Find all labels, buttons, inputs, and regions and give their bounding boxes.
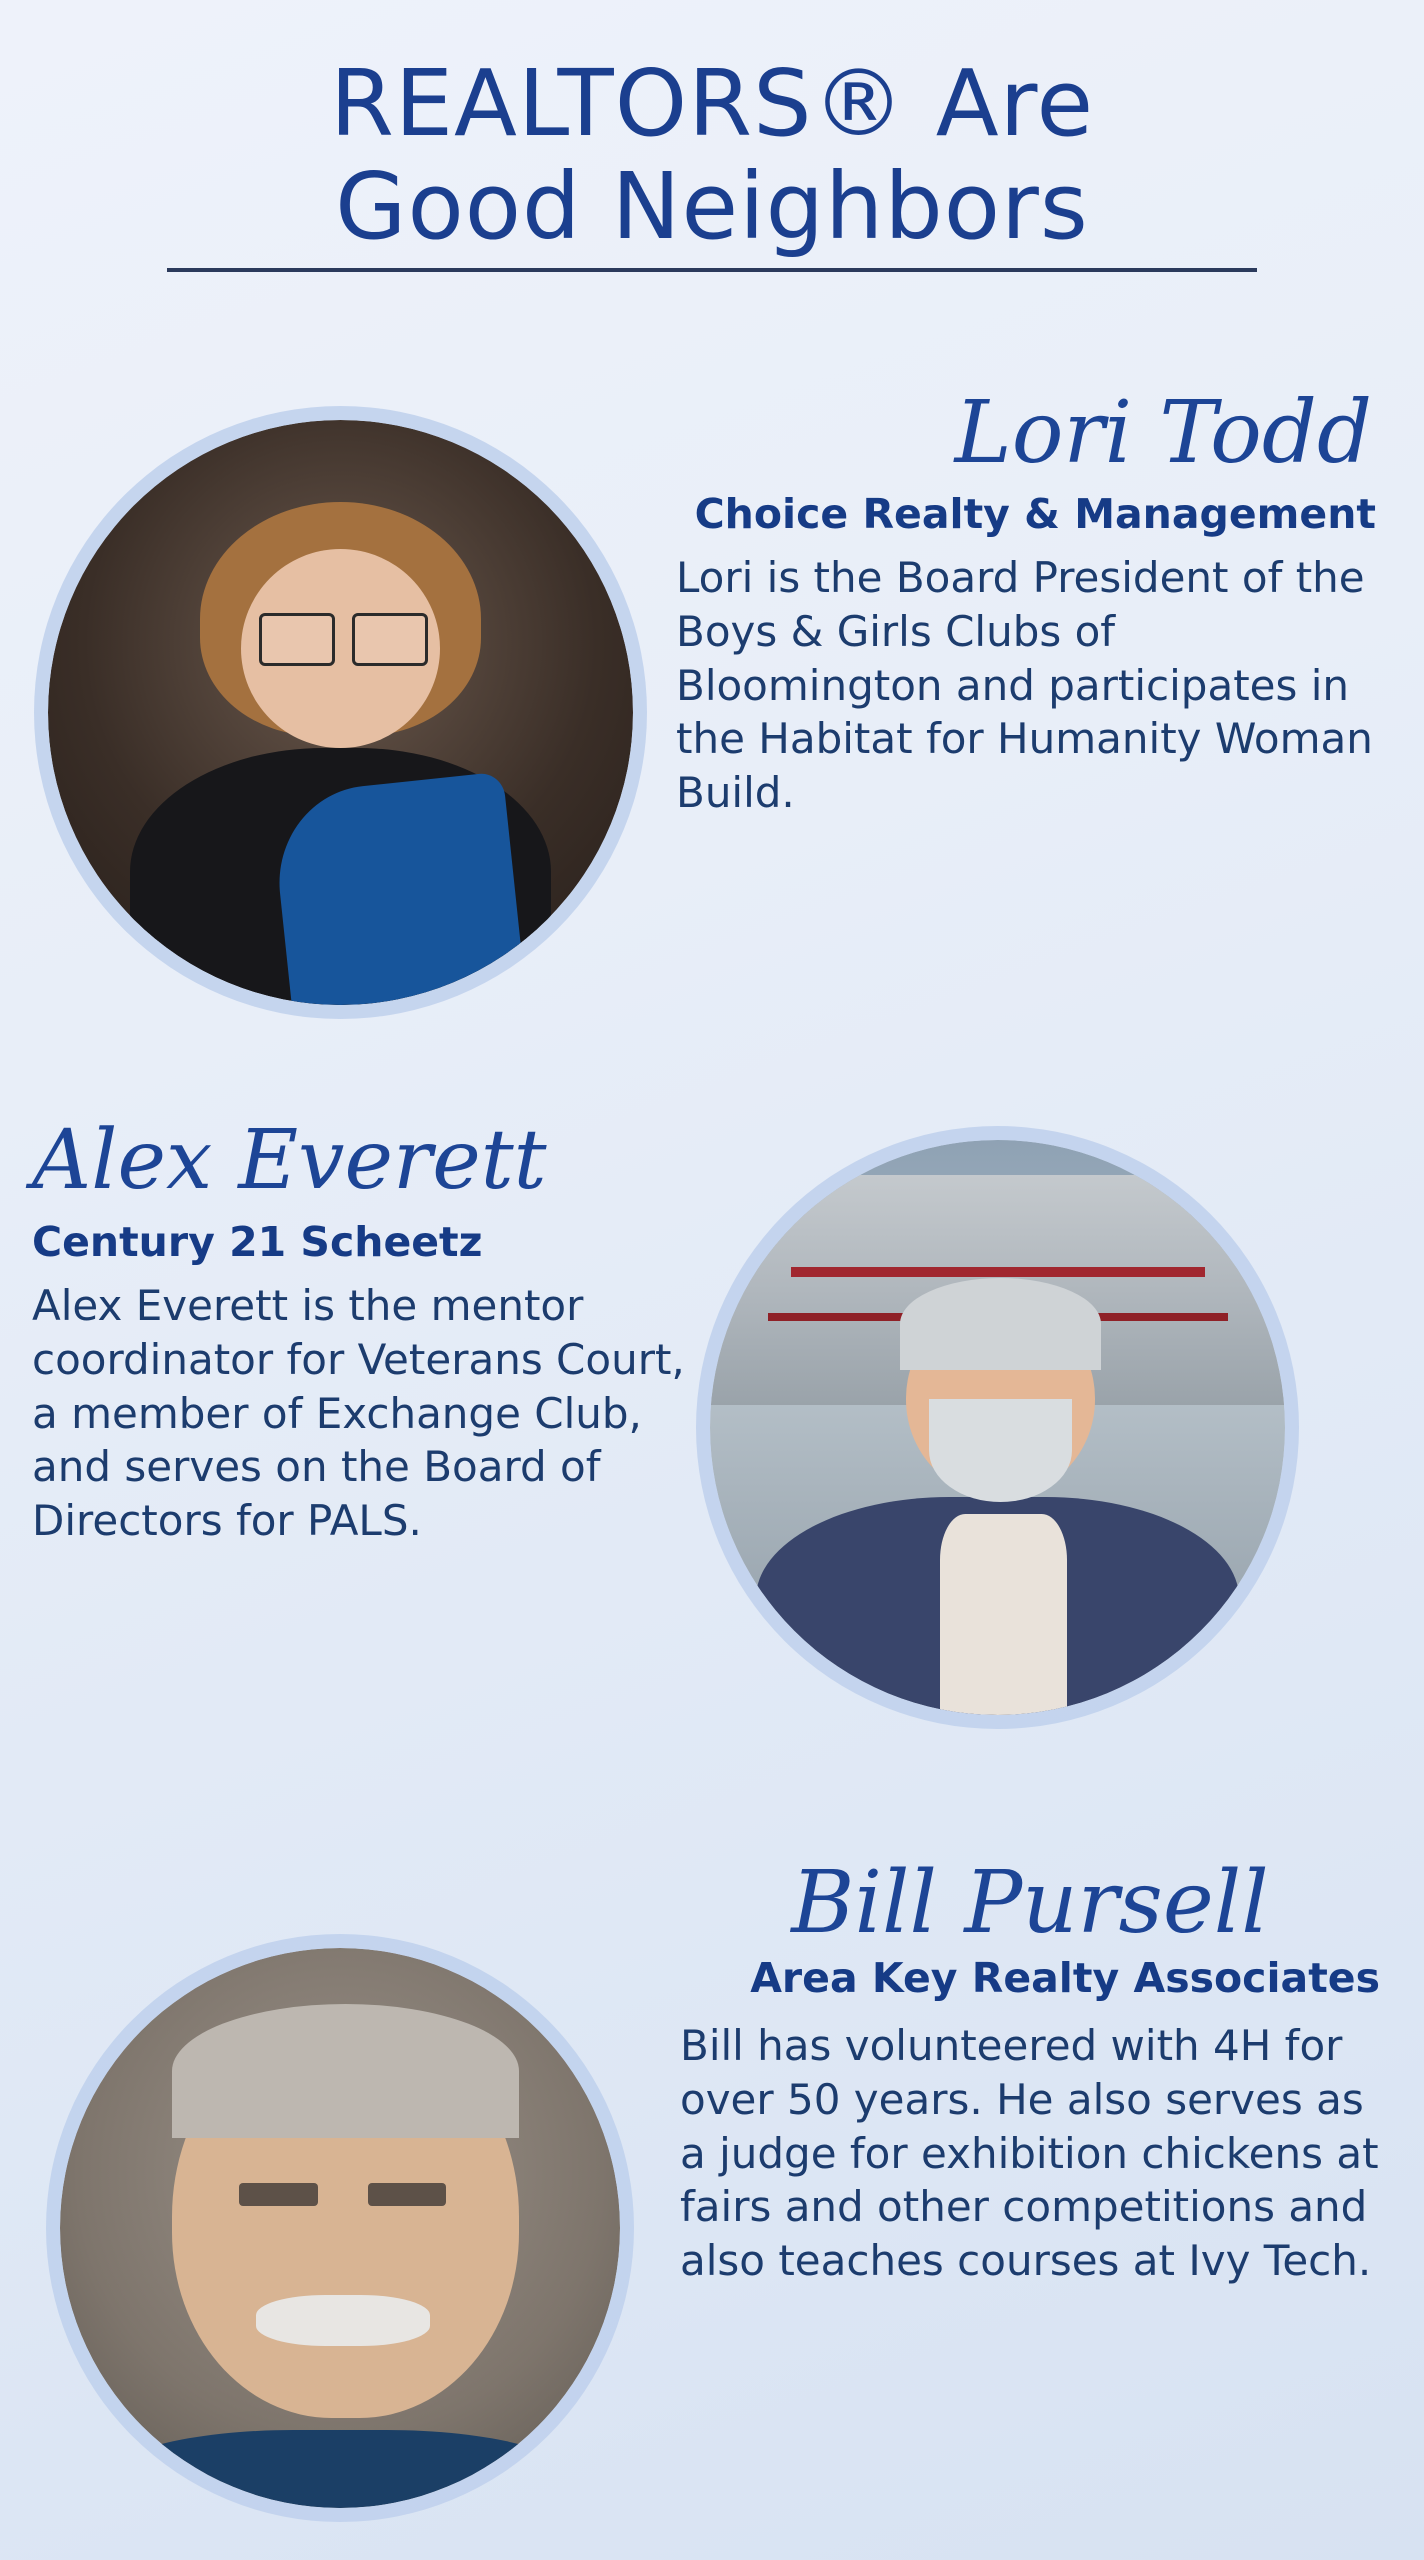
person-company: Choice Realty & Management <box>694 490 1376 538</box>
person-bio: Bill has volunteered with 4H for over 50 years. He also serves as a judge for exhibition chickens at fairs and other competitions and also teaches courses at Ivy Tech. <box>680 2021 1379 2286</box>
person-card-bill-pursell <box>0 1853 1424 2560</box>
person-card-lori-todd <box>0 383 1424 1090</box>
person-text-bill-pursell <box>680 1853 1380 2288</box>
page-title-line-2: Good Neighbors <box>335 153 1089 261</box>
person-company: Century 21 Scheetz <box>32 1218 483 1266</box>
avatar-alex-everett <box>710 1140 1285 1715</box>
person-name: Bill Pursell <box>791 1853 1269 1953</box>
person-bio: Lori is the Board President of the Boys & Girls Clubs of Bloomington and participates in the Habitat for Humanity Woman Build. <box>676 553 1373 818</box>
person-text-lori-todd <box>676 383 1376 820</box>
avatar-bill-pursell <box>60 1948 620 2508</box>
avatar-lori-todd <box>48 420 633 1005</box>
person-bio: Alex Everett is the mentor coordinator for Veterans Court, a member of Exchange Club, and serves on the Board of Directors for PALS. <box>32 1281 685 1546</box>
person-text-alex-everett <box>32 1113 692 1548</box>
person-card-alex-everett <box>0 1113 1424 1860</box>
page-title-line-1: REALTORS® Are <box>329 50 1095 157</box>
poster-title <box>0 0 1424 272</box>
person-name: Alex Everett <box>32 1113 547 1208</box>
title-divider <box>167 268 1257 272</box>
person-name: Lori Todd <box>954 383 1372 483</box>
person-company: Area Key Realty Associates <box>750 1954 1380 2002</box>
